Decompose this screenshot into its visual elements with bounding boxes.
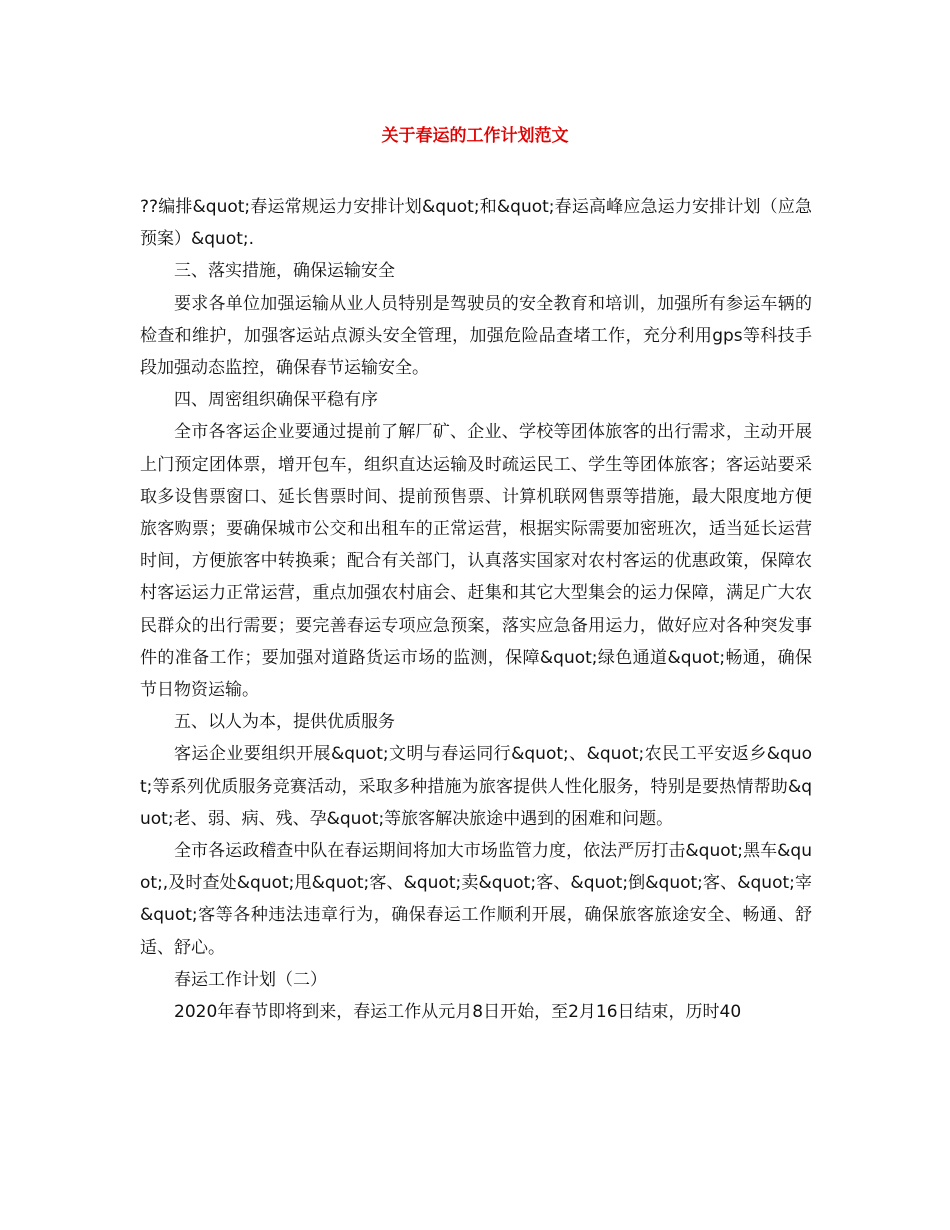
section-heading-3: 三、落实措施，确保运输安全 <box>174 261 395 282</box>
document-body <box>140 191 812 1028</box>
section-heading-4: 四、周密组织确保平稳有序 <box>174 390 378 411</box>
paragraph-safety: 要求各单位加强运输从业人员特别是驾驶员的安全教育和培训，加强所有参运车辆的检查和维护，加强客运站点源头安全管理，加强危险品查堵工作，充分利用gps等科技手段加强动态监控，确保春节运输安全。 <box>140 293 812 379</box>
paragraph-organization: 全市各客运企业要通过提前了解厂矿、企业、学校等团体旅客的出行需求，主动开展上门预定团体票，增开包车，组织直达运输及时疏运民工、学生等团体旅客；客运站要采取多设售票窗口、延长售票时间、提前预售票、计算机联网售票等措施，最大限度地方便旅客购票；要确保城市公交和出租车的正常运营，根据实际需要加密班次，适当延长运营时间，方便旅客中转换乘；配合有关部门，认真落实国家对农村客运的优惠政策，保障农村客运运力正常运营，重点加强农村庙会、赶集和其它大型集会的运力保障，满足广大农民群众的出行需要；要完善春运专项应急预案，落实应急备用运力，做好应对各种突发事件的准备工作；要加强对道路货运市场的监测，保障&quot;绿色通道&quot;畅通，确保节日物资运输。 <box>140 422 812 701</box>
document-title: 关于春运的工作计划范文 <box>381 126 569 146</box>
paragraph-2020: 2020年春节即将到来，春运工作从元月8日开始，至2月16日结束，历时40 <box>174 1002 742 1023</box>
paragraph-inspection: 全市各运政稽查中队在春运期间将加大市场监管力度，依法严厉打击&quot;黑车&quot;,及时查处&quot;甩&quot;客、&quot;卖&quot;客、&quot;倒&quot;客、&quot;宰&quot;客等各种违法违章行为，确保春运工作顺利开展，确保旅客旅途安全、畅通、舒适、舒心。 <box>140 841 812 958</box>
paragraph-1: ??编排&quot;春运常规运力安排计划&quot;和&quot;春运高峰应急运力安排计划（应急预案）&quot;. <box>140 197 812 250</box>
subheading-plan-two: 春运工作计划（二） <box>174 969 327 990</box>
paragraph-service: 客运企业要组织开展&quot;文明与春运同行&quot;、&quot;农民工平安返乡&quot;等系列优质服务竞赛活动，采取多种措施为旅客提供人性化服务，特别是要热情帮助&quot;老、弱、病、残、孕&quot;等旅客解决旅途中遇到的困难和问题。 <box>140 744 812 829</box>
section-heading-5: 五、以人为本，提供优质服务 <box>174 712 395 733</box>
